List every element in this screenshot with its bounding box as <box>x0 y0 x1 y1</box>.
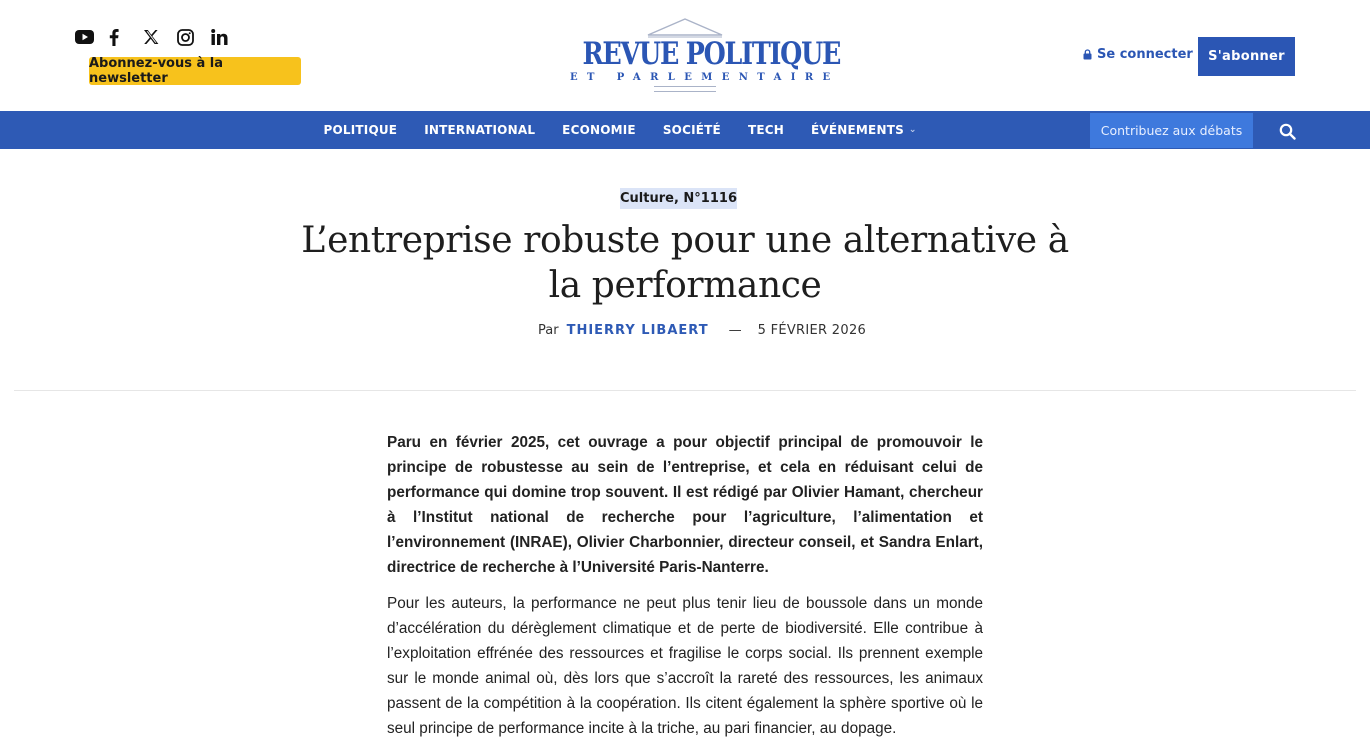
byline <box>538 323 866 338</box>
nav-label: TECH <box>747 123 784 137</box>
social-links <box>75 27 245 47</box>
site-header <box>0 0 1370 111</box>
youtube-icon[interactable] <box>75 27 109 47</box>
nav-item-evenements[interactable] <box>797 111 930 149</box>
article-body <box>387 430 983 741</box>
author-link[interactable]: THIERRY LIBAERT <box>566 323 709 338</box>
byline-separator: — <box>728 323 742 338</box>
nav-item-economie[interactable] <box>549 111 650 149</box>
category-link[interactable]: Culture <box>620 191 674 206</box>
site-logo[interactable] <box>560 16 841 96</box>
logo-subtitle: ET PARLEMENTAIRE <box>570 72 840 83</box>
login-label: Se connecter <box>1097 47 1193 62</box>
subscribe-button[interactable]: S'abonner <box>1198 37 1295 76</box>
article-lead: Paru en février 2025, cet ouvrage a pour objectif principal de promouvoir le principe de robustesse au sein de l’entreprise, et cela en réduisant celui de performance qui domine trop souvent. Il est rédigé par Olivier Hamant, chercheur à l’Institut national de recherche pour l’agriculture, l’alimentation et l’environnement (INRAE), Olivier Charbonnier, directeur conseil, et Sandra Enlart, directrice de recherche à l’Université Paris-Nanterre. <box>387 434 983 577</box>
logo-title: REVUE POLITIQUE <box>582 36 841 72</box>
category-tag: Culture , N°1116 <box>620 188 737 209</box>
nav-item-international[interactable] <box>411 111 549 149</box>
lock-icon <box>1083 49 1092 60</box>
search-icon[interactable] <box>1279 123 1296 140</box>
contribute-button[interactable]: Contribuez aux débats <box>1090 113 1253 148</box>
login-link[interactable] <box>1083 47 1193 62</box>
logo-roof-icon <box>645 18 725 38</box>
nav-label: INTERNATIONAL <box>424 123 536 137</box>
article-paragraph: Pour les auteurs, la performance ne peut plus tenir lieu de boussole dans un monde d’accélération du dérèglement climatique et de perte de biodiversité. Elle contribue à l’exploitation effrénée des ressources et fragilise le corps social. Ils prennent exemple sur le monde animal où, dès lors que s’accroît la rareté des ressources, les animaux passent de la compétition à la coopération. Ils citent également la sphère sportive où le seul principe de performance incite à la triche, au pari financier, au dopage. <box>387 594 983 738</box>
nav-label: SOCIÉTÉ <box>662 123 721 137</box>
logo-base <box>654 86 716 92</box>
nav-item-tech[interactable] <box>734 111 797 149</box>
publish-date: 5 FÉVRIER 2026 <box>757 323 867 338</box>
article-title: L’entreprise robuste pour une alternative à la performance <box>301 220 1069 306</box>
instagram-icon[interactable] <box>177 27 211 47</box>
byline-prefix: Par <box>538 323 559 338</box>
newsletter-button[interactable]: Abonnez-vous à la newsletter <box>89 57 301 85</box>
chevron-down-icon: ⌄ <box>908 125 917 135</box>
nav-label: ECONOMIE <box>562 123 636 137</box>
x-icon[interactable] <box>143 27 177 47</box>
issue-link[interactable]: N°1116 <box>683 191 737 206</box>
nav-label: ÉVÉNEMENTS <box>810 123 904 137</box>
facebook-icon[interactable] <box>109 27 143 47</box>
linkedin-icon[interactable] <box>211 27 245 47</box>
nav-item-politique[interactable] <box>310 111 411 149</box>
divider <box>14 390 1356 391</box>
nav-item-societe[interactable] <box>649 111 734 149</box>
nav-label: POLITIQUE <box>323 123 398 137</box>
